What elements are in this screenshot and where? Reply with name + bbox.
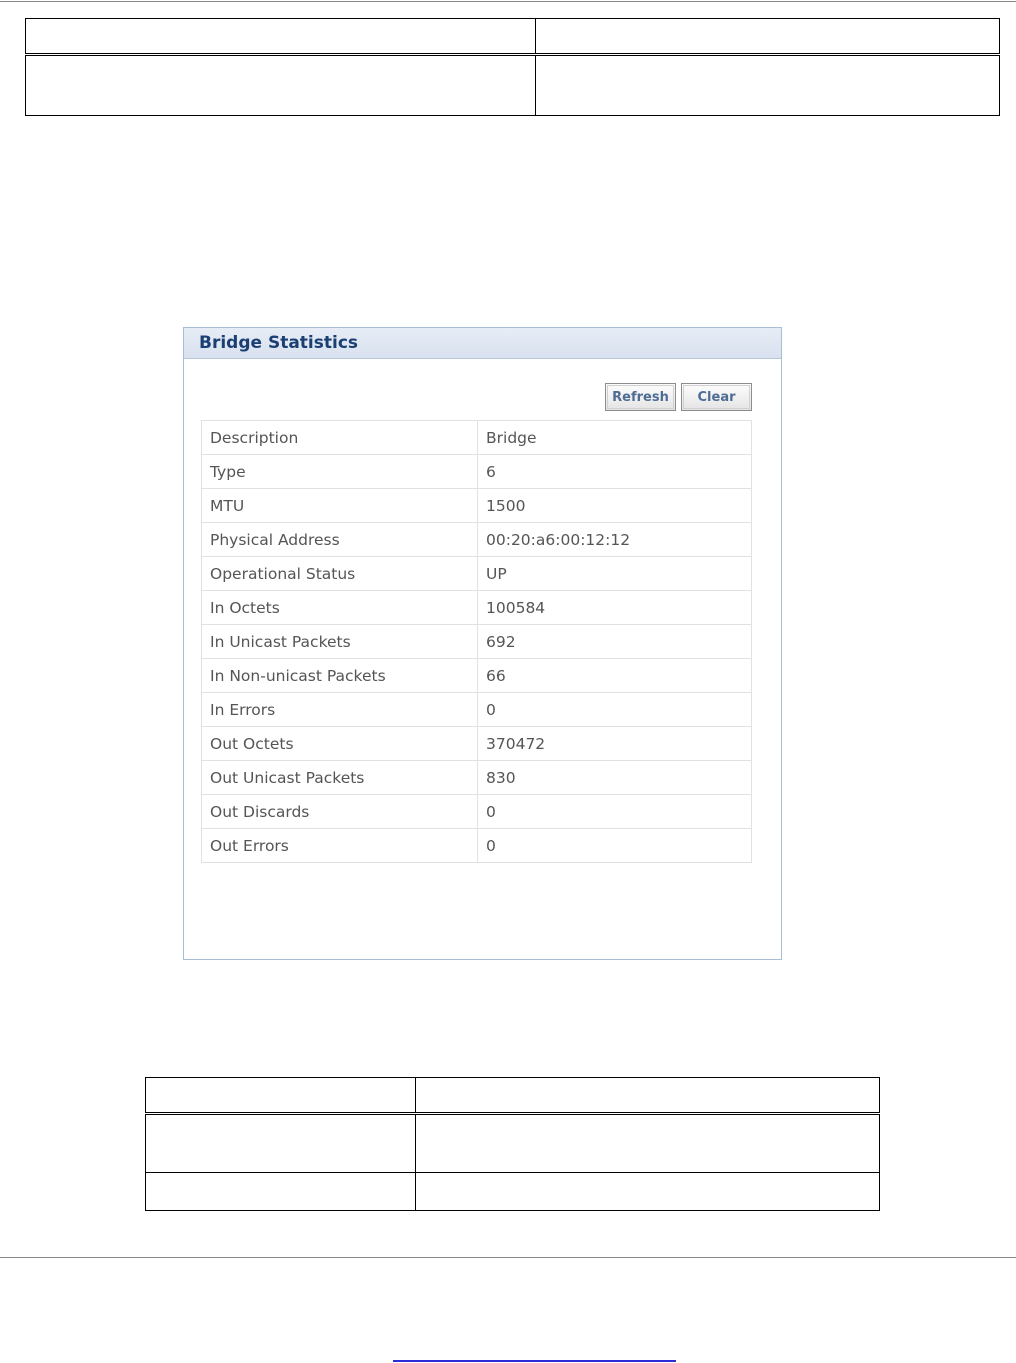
table-header-cell xyxy=(26,19,536,55)
table-row xyxy=(146,1173,880,1211)
top-rule xyxy=(0,1,1016,2)
stat-value: 692 xyxy=(478,625,752,659)
stat-label: Description xyxy=(202,421,478,455)
stat-value: 100584 xyxy=(478,591,752,625)
table-row xyxy=(202,625,752,659)
table-row xyxy=(26,55,1000,116)
stat-value: 0 xyxy=(478,795,752,829)
table-row xyxy=(202,829,752,863)
table-row xyxy=(202,795,752,829)
table-row xyxy=(202,761,752,795)
table-row xyxy=(202,489,752,523)
table-header-cell xyxy=(536,19,1000,55)
clear-button[interactable]: Clear xyxy=(681,383,752,411)
table-cell xyxy=(416,1173,880,1211)
stat-label: Out Unicast Packets xyxy=(202,761,478,795)
stat-label: In Non-unicast Packets xyxy=(202,659,478,693)
refresh-button[interactable]: Refresh xyxy=(605,383,676,411)
stat-value: 6 xyxy=(478,455,752,489)
table-header-cell xyxy=(146,1078,416,1114)
bridge-statistics-panel xyxy=(183,327,782,960)
stat-label: Out Discards xyxy=(202,795,478,829)
stat-label: In Octets xyxy=(202,591,478,625)
stat-value: 1500 xyxy=(478,489,752,523)
bottom-doc-table xyxy=(145,1077,880,1211)
table-row xyxy=(202,727,752,761)
stat-label: MTU xyxy=(202,489,478,523)
stat-label: In Unicast Packets xyxy=(202,625,478,659)
table-row xyxy=(146,1114,880,1173)
stat-value: 0 xyxy=(478,693,752,727)
table-cell xyxy=(26,55,536,116)
footer-link[interactable] xyxy=(393,1360,676,1362)
bottom-rule xyxy=(0,1257,1016,1258)
table-row xyxy=(202,659,752,693)
bridge-statistics-table xyxy=(201,420,752,863)
table-row xyxy=(202,693,752,727)
stat-value: UP xyxy=(478,557,752,591)
stat-label: Operational Status xyxy=(202,557,478,591)
table-cell xyxy=(146,1173,416,1211)
stat-value: 370472 xyxy=(478,727,752,761)
table-cell xyxy=(536,55,1000,116)
table-row xyxy=(202,557,752,591)
panel-title: Bridge Statistics xyxy=(184,328,781,359)
top-doc-table xyxy=(25,18,1000,116)
table-header-cell xyxy=(416,1078,880,1114)
stat-label: Out Errors xyxy=(202,829,478,863)
table-row xyxy=(202,421,752,455)
table-row xyxy=(26,19,1000,55)
stat-value: 830 xyxy=(478,761,752,795)
stat-label: Out Octets xyxy=(202,727,478,761)
stat-value: 66 xyxy=(478,659,752,693)
stat-value: 0 xyxy=(478,829,752,863)
table-row xyxy=(202,455,752,489)
table-cell xyxy=(416,1114,880,1173)
stat-value: Bridge xyxy=(478,421,752,455)
stat-label: In Errors xyxy=(202,693,478,727)
table-row xyxy=(146,1078,880,1114)
stat-label: Type xyxy=(202,455,478,489)
table-row xyxy=(202,591,752,625)
table-cell xyxy=(146,1114,416,1173)
table-row xyxy=(202,523,752,557)
stat-label: Physical Address xyxy=(202,523,478,557)
stat-value: 00:20:a6:00:12:12 xyxy=(478,523,752,557)
